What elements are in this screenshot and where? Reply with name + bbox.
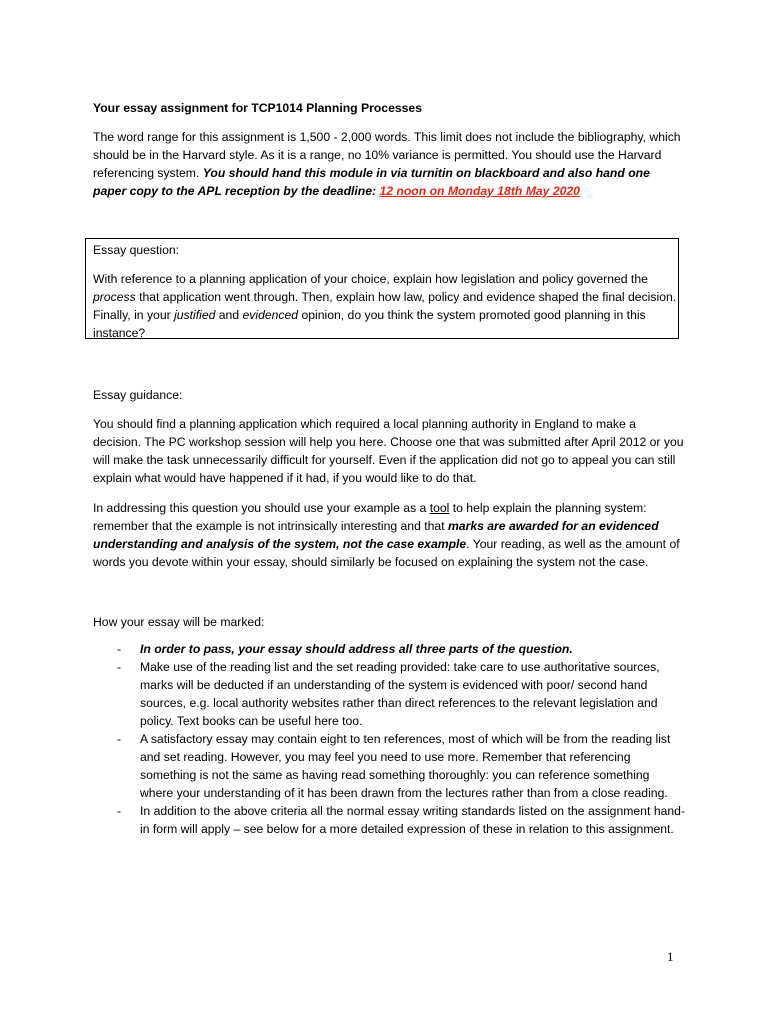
marking-criteria-list xyxy=(93,640,685,838)
list-dash: - xyxy=(117,642,122,656)
essay-question-heading: Essay question: xyxy=(93,243,180,257)
question-text-3: and xyxy=(215,308,243,322)
deadline-text: 12 noon on Monday 18th May 2020 xyxy=(379,184,580,198)
guidance-text-b: to help explain the planning system: remember that the example is not intrinsically interesting and that xyxy=(93,501,647,533)
guidance-text-a: In addressing this question you should use your example as a xyxy=(93,501,430,515)
list-item xyxy=(93,730,685,802)
list-item-text: In addition to the above criteria all the normal essay writing standards listed on the assignment hand-in form will apply – see below for a more detailed expression of these in relation to this assignment. xyxy=(140,804,685,836)
list-item xyxy=(93,640,685,658)
list-dash: - xyxy=(117,804,122,818)
guidance-text-c: marks are awarded for an evidenced understanding and analysis of the system, not the case example xyxy=(93,519,659,551)
list-item xyxy=(93,802,685,838)
question-justified: justified xyxy=(174,308,216,322)
page-title: Your essay assignment for TCP1014 Planning Processes xyxy=(93,101,422,115)
question-evidenced: evidenced xyxy=(242,308,299,322)
essay-question-text xyxy=(93,270,685,342)
intro-hand-in-text: You should hand this module in via turnitin on blackboard and also hand one paper copy to the APL reception by the deadline: xyxy=(93,166,650,198)
intro-paragraph xyxy=(93,128,685,200)
guidance-paragraph-2 xyxy=(93,499,685,571)
guidance-tool: tool xyxy=(429,501,450,515)
question-process: process xyxy=(93,290,136,304)
essay-guidance-heading: Essay guidance: xyxy=(93,388,183,402)
question-text-2: that application went through. Then, explain how law, policy and evidence shaped the final decision. Finally, in your xyxy=(93,290,677,322)
list-dash: - xyxy=(117,732,122,746)
list-dash: - xyxy=(117,660,122,674)
marking-heading: How your essay will be marked: xyxy=(93,615,265,629)
intro-text: The word range for this assignment is 1,500 - 2,000 words. This limit does not include the bibliography, which should be in the Harvard style. As it is a range, no 10% variance is permitted. You should use the Harvard referencing system. xyxy=(93,130,681,180)
list-item-text: In order to pass, your essay should address all three parts of the question. xyxy=(140,642,573,656)
page-number: 1 xyxy=(667,949,674,964)
guidance-paragraph-1: You should find a planning application which required a local planning authority in England to make a decision. The PC workshop session will help you here. Choose one that was submitted after April 2012 or you will make the task unnecessarily difficult for yourself. Even if the application did not go to appeal you can still explain what would have happened if it had, if you would like to do that. xyxy=(93,417,684,485)
question-text-4: opinion, do you think the system promoted good planning in this instance? xyxy=(93,308,646,340)
list-item-text: Make use of the reading list and the set reading provided: take care to use authoritative sources, marks will be deducted if an understanding of the system is evidenced with poor/ second hand sources, e.g. local authority websites rather than direct references to the relevant legislation and policy. Text books can be useful here too. xyxy=(140,660,660,728)
guidance-text-d: . Your reading, as well as the amount of words you devote within your essay, should similarly be focused on explaining the system not the case. xyxy=(93,537,680,569)
question-text-1: With reference to a planning application of your choice, explain how legislation and policy governed the xyxy=(93,272,648,286)
list-item xyxy=(93,658,685,730)
list-item-text: A satisfactory essay may contain eight to ten references, most of which will be from the reading list and set reading. However, you may feel you need to use more. Remember that referencing something is not the same as having read something thoroughly: you can reference something where your understanding of it has been drawn from the lectures rather than from a close reading. xyxy=(140,732,671,800)
